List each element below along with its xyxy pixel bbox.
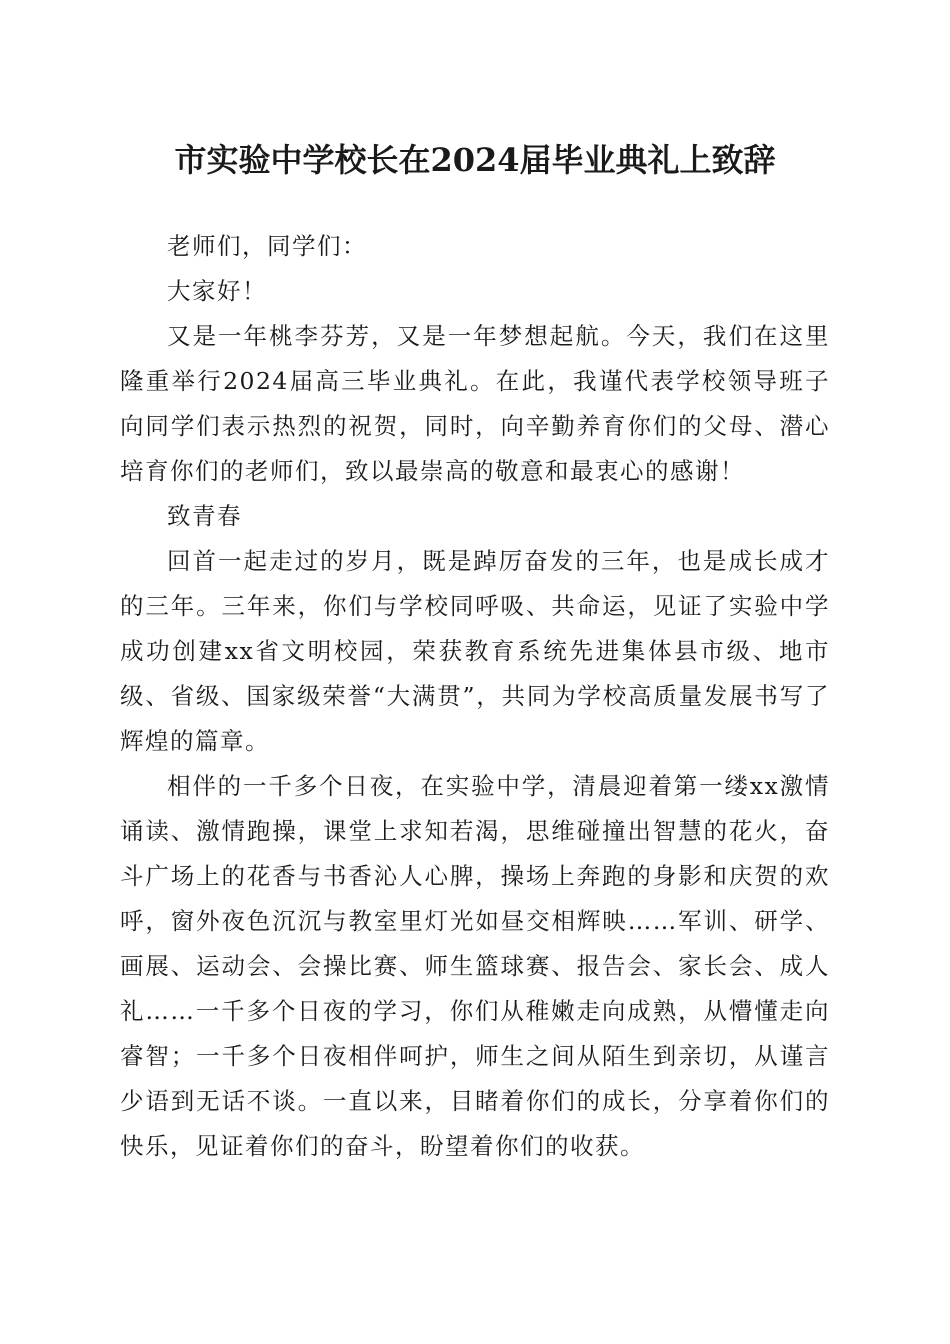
document-body <box>120 224 830 1169</box>
document-title: 市实验中学校长在2024届毕业典礼上致辞 <box>174 141 776 179</box>
greeting: 大家好！ <box>167 277 267 305</box>
paragraph-memories: 相伴的一千多个日夜，在实验中学，清晨迎着第一缕xx激情诵读、激情跑操，课堂上求知若渴，思维碰撞出智慧的花火，奋斗广场上的花香与书香沁人心脾，操场上奔跑的身影和庆贺的欢呼，窗外夜色沉沉与教室里灯光如昼交相辉映……军训、研学、画展、运动会、会操比赛、师生篮球赛、报告会、家长会、成人礼……一千多个日夜的学习，你们从稚嫩走向成熟，从懵懂走向睿智；一千多个日夜相伴呵护，师生之间从陌生到亲切，从谨言少语到无话不谈。一直以来，目睹着你们的成长，分享着你们的快乐，见证着你们的奋斗，盼望着你们的收获。 <box>120 772 830 1160</box>
paragraph-review: 回首一起走过的岁月，既是踔厉奋发的三年，也是成长成才的三年。三年来，你们与学校同呼吸、共命运，见证了实验中学成功创建xx省文明校园，荣获教育系统先进集体县市级、地市级、省级、国家级荣誉“大满贯”，共同为学校高质量发展书写了辉煌的篇章。 <box>120 547 830 755</box>
section-heading: 致青春 <box>167 502 242 530</box>
paragraph-opening: 又是一年桃李芬芳，又是一年梦想起航。今天，我们在这里隆重举行2024届高三毕业典礼。在此，我谨代表学校领导班子向同学们表示热烈的祝贺，同时，向辛勤养育你们的父母、潜心培育你们的老师们，致以最崇高的敬意和最衷心的感谢！ <box>120 322 830 485</box>
salutation: 老师们，同学们： <box>167 232 367 260</box>
